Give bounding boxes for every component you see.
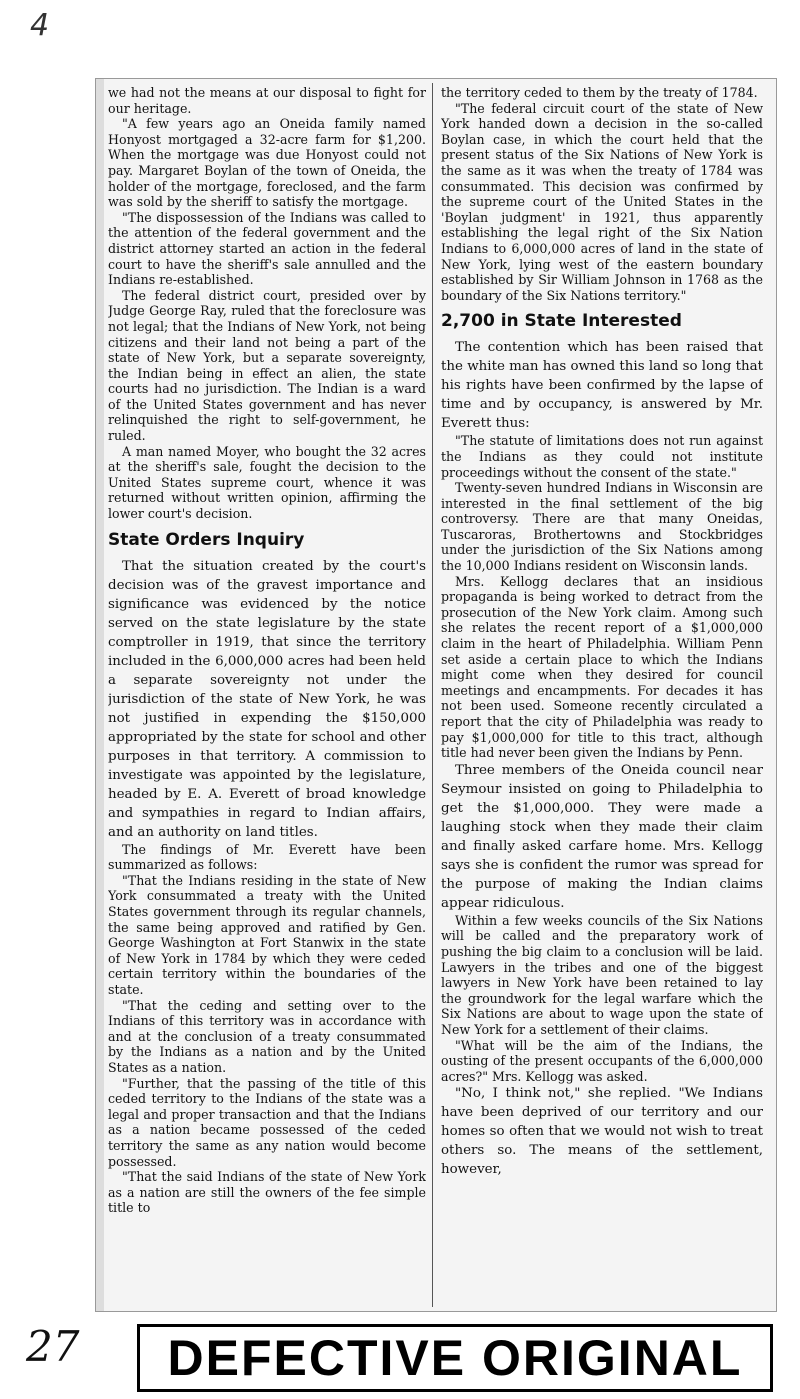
defective-original-stamp <box>137 1324 773 1392</box>
article-paragraph: The contention which has been raised that the white man has owned this land so long that his rights have been confirmed by the lapse of time and by occupancy, is answered by Mr. Everett thus: <box>441 340 763 432</box>
article-paragraph: Twenty-seven hundred Indians in Wisconsin are interested in the final settlement of the big controversy. There are that many Oneidas, Tuscaroras, Brothertowns and Stockbridges under the jurisdiction of the Six Nations among the 10,000 Indians resident on Wisconsin lands. <box>441 480 763 574</box>
newspaper-clipping <box>95 78 777 1312</box>
article-paragraph: The findings of Mr. Everett have been summarized as follows: <box>108 841 426 873</box>
article-paragraph: "That the said Indians of the state of New York as a nation are still the owners of the fee simple title to <box>108 1169 426 1216</box>
article-paragraph: "The dispossession of the Indians was called to the attention of the federal government and the district attorney started an action in the federal court to have the sheriff's sale annulled and the Indians re-established. <box>108 209 426 288</box>
article-paragraph: A man named Moyer, who bought the 32 acres at the sheriff's sale, fought the decision to the United States supreme court, whence it was returned without written opinion, affirming the lower court's decision. <box>108 443 426 522</box>
right-column <box>441 85 763 1305</box>
article-paragraph: The federal district court, presided over by Judge George Ray, ruled that the foreclosure was not legal; that the Indians of New York, not being citizens and their land not being a part of the state of New York, but a separate sovereignty, the Indian being in effect an alien, the state courts had no jurisdiction. The Indian is a ward of the United States government and has never relinquished the right to self-government, he ruled. <box>108 287 426 444</box>
article-paragraph: "What will be the aim of the Indians, the ousting of the present occupants of the 6,000,000 acres?" Mrs. Kellogg was asked. <box>441 1037 763 1084</box>
article-paragraph: the territory ceded to them by the treaty of 1784. <box>441 85 758 100</box>
article-paragraph: "That the ceding and setting over to the Indians of this territory was in accordance with and at the conclusion of a treaty consummated by the Indians as a nation and by the United States as a nation. <box>108 997 426 1075</box>
handwritten-page-number: 27 <box>26 1322 80 1371</box>
article-paragraph: "No, I think not," she replied. "We Indians have been deprived of our territory and our homes so often that we would not wish to treat others so. The means of the settlement, however, <box>441 1086 763 1178</box>
article-paragraph: "The statute of limitations does not run against the Indians as they could not institute proceedings without the consent of the state." <box>441 433 763 480</box>
article-paragraph: "A few years ago an Oneida family named Honyost mortgaged a 32-acre farm for $1,200. When the mortgage was due Honyost could not pay. Margaret Boylan of the town of Oneida, the holder of the mortgage, foreclosed, and the farm was sold by the sheriff to satisfy the mortgage. <box>108 116 426 210</box>
page-number: 4 <box>30 8 50 43</box>
article-paragraph: Three members of the Oneida council near Seymour insisted on going to Philadelphia to get the $1,000,000. They were made a laughing stock when they made their claim and finally asked carfare home. Mrs. Kellogg says she is confident the rumor was spread for the purpose of making the Indian claims appear ridiculous. <box>441 762 763 911</box>
left-column <box>108 85 426 1305</box>
article-paragraph: "Further, that the passing of the title of this ceded territory to the Indians of the state was a legal and proper transaction and that the Indians as a nation became possessed of the ceded territory the same as any nation would become possessed. <box>108 1075 426 1169</box>
clipping-edge <box>96 79 104 1311</box>
column-divider <box>432 83 433 1307</box>
article-paragraph: "The federal circuit court of the state of New York handed down a decision in the so-called Boylan case, in which the court held that the present status of the Six Nations of New York is the same as it was when the treaty of 1784 was consummated. This decision was confirmed by the supreme court of the United States in the 'Boylan judgment' in 1921, thus apparently establishing the legal right of the Six Nation Indians to 6,000,000 acres of land in the state of New York, lying west of the eastern boundary established by Sir William Johnson in 1768 as the boundary of the Six Nations territory." <box>441 100 763 303</box>
article-paragraph: That the situation created by the court's decision was of the gravest importance and significance was evidenced by the notice served on the state legislature by the state comptroller in 1919, that since the territory included in the 6,000,000 acres had been held a separate sovereignty not under the jurisdiction of the state of New York, he was not justified in expending the $150,000 appropriated by the state for school and other purposes in that territory. A commission to investigate was appointed by the legislature, headed by E. A. Everett of broad knowledge and sympathies in regard to Indian affairs, and an authority on land titles. <box>108 558 426 840</box>
article-paragraph: Within a few weeks councils of the Six Nations will be called and the preparatory work of pushing the big claim to a conclusion will be laid. Lawyers in the tribes and one of the biggest lawyers in New York have been retained to lay the groundwork for the legal warfare which the Six Nations are about to wage upon the state of New York for a settlement of their claims. <box>441 912 763 1037</box>
section-heading: State Orders Inquiry <box>108 529 305 550</box>
section-heading: 2,700 in State Interested <box>441 311 682 332</box>
article-paragraph: "That the Indians residing in the state of New York consummated a treaty with the United States government through its regular channels, the same being approved and ratified by Gen. George Washington at Fort Stanwix in the state of New York in 1784 by which they were ceded certain territory within the boundaries of the state. <box>108 872 426 997</box>
article-paragraph: we had not the means at our disposal to fight for our heritage. <box>108 85 426 116</box>
stamp-text: DEFECTIVE ORIGINAL <box>167 1330 743 1386</box>
article-paragraph: Mrs. Kellogg declares that an insidious propaganda is being worked to detract from the prosecution of the New York claim. Among such she relates the recent report of a $1,000,000 claim in the heart of Philadelphia. William Penn set aside a certain place to which the Indians might come when they desired for council meetings and encampments. For decades it has not been used. Someone recently circulated a report that the city of Philadelphia was ready to pay $1,000,000 for title to this tract, although title had never been given the Indians by Penn. <box>441 573 763 761</box>
